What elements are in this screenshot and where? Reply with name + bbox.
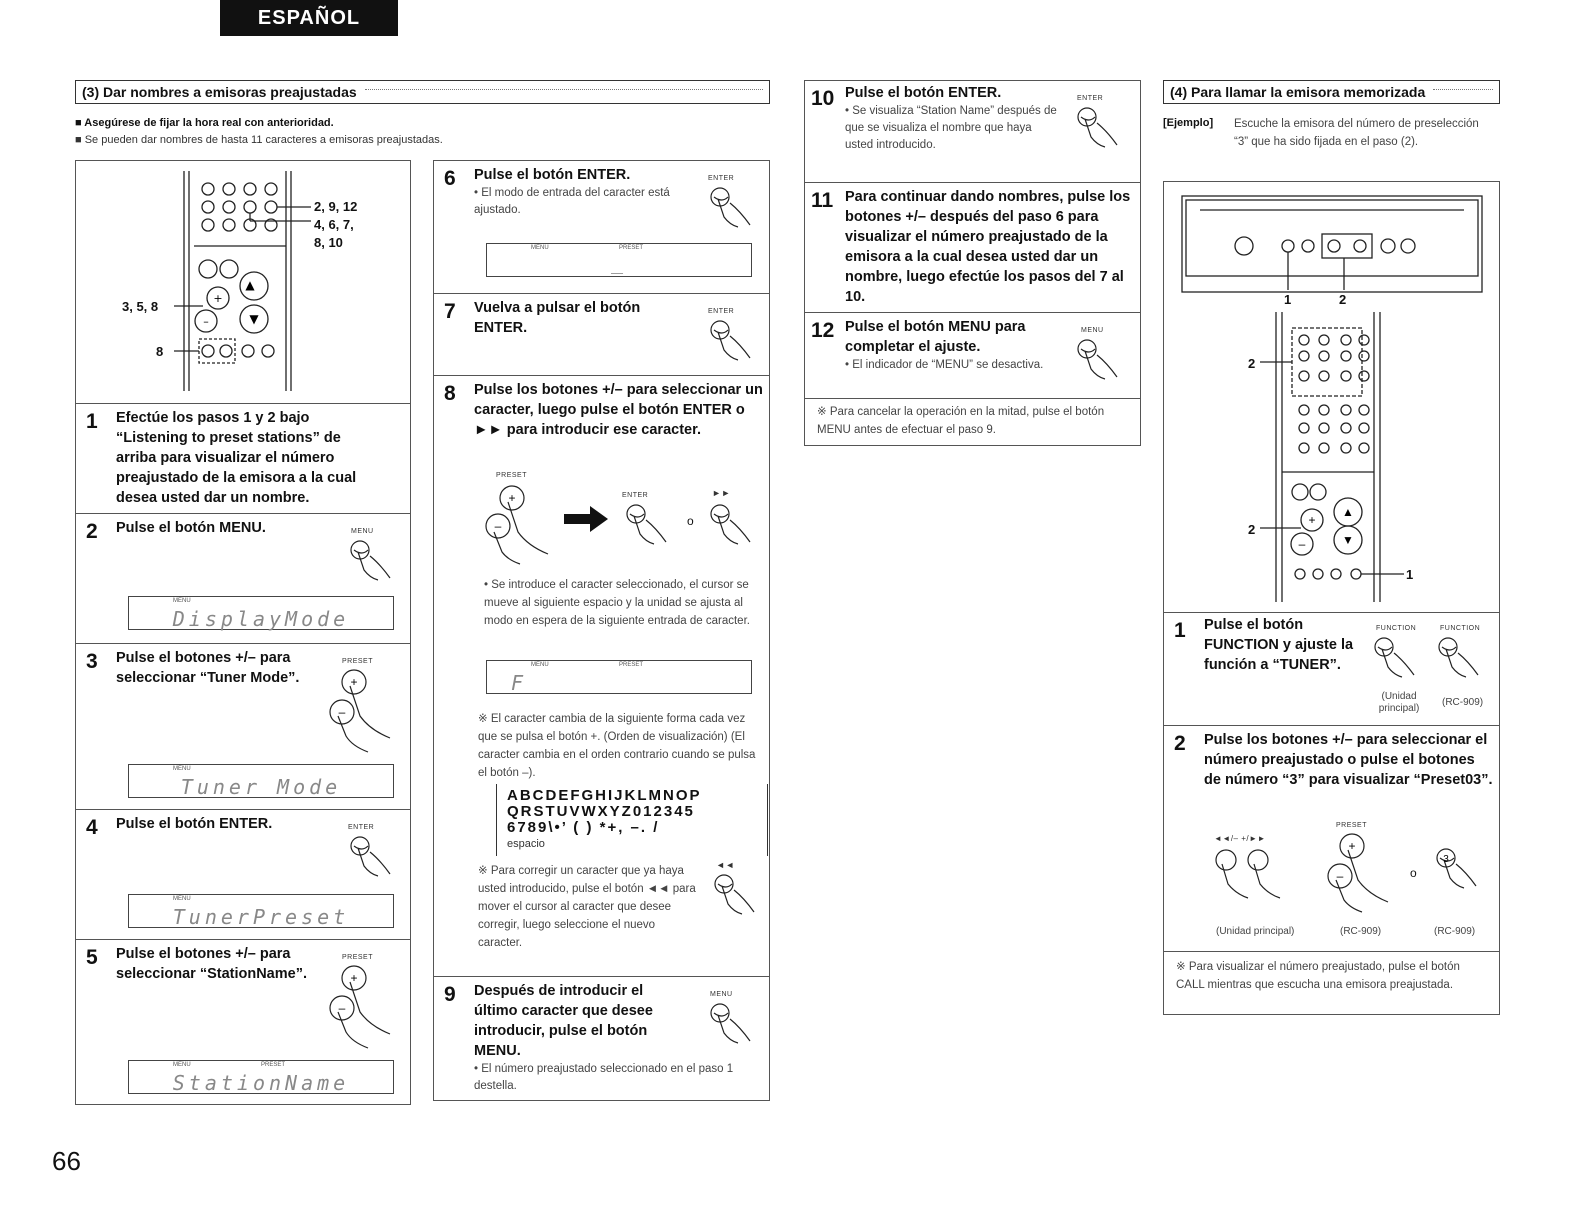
svg-text:+: +: [1348, 839, 1356, 853]
lcd-display: MENU PRESET F: [486, 660, 752, 694]
step-sub: • El número preajustado seleccionado en el paso 1 destella.: [474, 1063, 734, 1092]
step-5: [76, 939, 410, 1104]
hand-press-icon: [704, 500, 760, 550]
step-9: [434, 976, 769, 1100]
step-7: [434, 293, 769, 375]
svg-text:+: +: [508, 491, 516, 505]
step-text: Pulse el botón ENTER.: [116, 816, 273, 832]
step-2: [76, 513, 410, 643]
svg-text:▼: ▼: [1342, 533, 1354, 547]
lcd-display: MENU PRESET _: [486, 243, 752, 277]
step-1: [76, 403, 410, 513]
button-caption: ENTER: [708, 175, 735, 182]
hand-press-icon: [704, 183, 760, 229]
step-sub-1: • Se introduce el caracter seleccionado, el cursor se mueve al siguiente espacio y la unidad se ajusta al modo en espera de la siguiente entrada de caracter.: [484, 579, 750, 627]
svg-text:–: –: [338, 705, 346, 719]
step-12: [805, 312, 1140, 398]
svg-text:▼: ▼: [249, 312, 259, 326]
step-text: Pulse el botón MENU.: [116, 520, 266, 536]
lcd-display: MENU PRESET StationName: [128, 1060, 394, 1094]
svg-text:3: 3: [1443, 854, 1449, 865]
note-name-length: ■ Se pueden dar nombres de hasta 11 caracteres a emisoras preajustadas.: [75, 134, 443, 146]
section-4-title-text: (4) Para llamar la emisora memorizada: [1170, 84, 1426, 100]
remote-label-c: 8, 10: [314, 235, 343, 250]
step-number: 11: [811, 189, 834, 212]
section-4-title: [1163, 80, 1500, 104]
caption-rc-2: (RC-909): [1434, 926, 1476, 937]
diagram-label-one: 1: [1284, 292, 1292, 307]
caption-rc-1: (RC-909): [1340, 926, 1382, 937]
cancel-note-box: [805, 398, 1140, 445]
step-sub: • El modo de entrada del caracter está ajustado.: [474, 187, 670, 216]
svg-text:–: –: [203, 315, 209, 328]
preset-buttons-hand-icon: [478, 482, 568, 566]
step-text: Pulse los botones +/– para seleccionar el número preajustado o pulse el botones de número “3” para visualizar “Preset03”.: [1204, 732, 1493, 788]
hand-press-icon: [620, 500, 676, 550]
diagram-label-left-2b: 2: [1248, 522, 1256, 537]
step-number: 2: [86, 520, 98, 543]
caption-rc: (RC-909): [1442, 697, 1484, 708]
svg-text:+: +: [350, 971, 358, 985]
caption-main-unit: (Unidad principal): [1378, 691, 1420, 714]
column-1: [75, 160, 411, 1105]
button-caption: ENTER: [708, 308, 735, 315]
svg-text:+: +: [213, 292, 223, 305]
page-number: 66: [52, 1146, 81, 1176]
column-2: [433, 160, 770, 1101]
step-text: Pulse el botón FUNCTION y ajuste la función a “TUNER”.: [1204, 617, 1354, 673]
button-caption-enter: ENTER: [622, 492, 649, 499]
diagram-label-right-1: 1: [1406, 567, 1414, 582]
step-text: Después de introducir el último caracter que desee introducir, pulse el botón MENU.: [474, 983, 653, 1059]
hand-press-icon: [704, 316, 760, 362]
lcd-display: MENU TunerPreset: [128, 894, 394, 928]
charset-box: [496, 784, 768, 856]
language-banner: ESPAÑOL: [220, 0, 398, 36]
lcd-display: MENU DisplayMode: [128, 596, 394, 630]
remote-label-a: 2, 9, 12: [314, 199, 358, 214]
step-6: [434, 161, 769, 293]
lcd-text: DisplayMode: [172, 607, 350, 631]
button-caption-preset: PRESET: [1336, 822, 1368, 829]
lcd-display: MENU Tuner Mode: [128, 764, 394, 798]
svg-text:–: –: [1336, 869, 1344, 883]
device-illustration: [1164, 182, 1499, 612]
svg-text:–: –: [494, 519, 502, 533]
button-caption-main: ◄◄/– +/►►: [1214, 834, 1266, 843]
call-note-box: [1164, 951, 1499, 1014]
step-10: [805, 81, 1140, 182]
hand-press-icon: [1071, 103, 1127, 153]
diagram-label-two: 2: [1339, 292, 1347, 307]
svg-text:▲: ▲: [245, 278, 255, 292]
remote-label-e: 8: [156, 344, 164, 359]
button-caption: ENTER: [1077, 95, 1104, 102]
step-number: 10: [811, 87, 835, 110]
step-number: 12: [811, 319, 835, 342]
button-caption-2: FUNCTION: [1440, 625, 1481, 632]
button-caption: PRESET: [342, 954, 374, 961]
step-4: [76, 809, 410, 939]
column-3: [804, 80, 1141, 446]
or-text: o: [687, 514, 694, 528]
hand-press-icon: [1430, 844, 1486, 894]
hand-press-icon: [1071, 335, 1127, 385]
step-sub: • Se visualiza “Station Name” después de que se visualiza el nombre que haya usted introducido.: [845, 105, 1057, 151]
step-number: 2: [1174, 732, 1186, 755]
step-8: [434, 375, 769, 976]
step-text: Para continuar dando nombres, pulse los botones +/– después del paso 6 para visualizar el número preajustado de la emisora a la cual desea usted dar un nombre, luego efectúe los pasos del 7 al 10.: [845, 189, 1131, 305]
hand-press-icon: [704, 999, 760, 1045]
button-caption: MENU: [351, 528, 374, 535]
or-text: o: [1410, 866, 1417, 880]
step-number: 8: [444, 382, 456, 405]
button-caption: ENTER: [348, 824, 375, 831]
charset-space-label: espacio: [507, 838, 545, 850]
preset-buttons-hand-icon: [322, 962, 402, 1052]
step-11: [805, 182, 1140, 312]
lcd-text: TunerPreset: [172, 905, 350, 929]
step-text: Pulse el botones +/– para seleccionar “StationName”.: [116, 946, 307, 982]
hand-press-icon: [1368, 633, 1424, 683]
lcd-text: F: [510, 671, 528, 695]
section-3-title-text: (3) Dar nombres a emisoras preajustadas: [82, 84, 357, 100]
step-text: Pulse los botones +/– para seleccionar un caracter, luego pulse el botón ENTER o ►► para introducir ese caracter.: [474, 382, 763, 438]
step-number: 5: [86, 946, 98, 969]
column-4: [1163, 181, 1500, 1015]
button-caption: PRESET: [342, 658, 374, 665]
step-number: 1: [1174, 619, 1186, 642]
arrow-right-icon: [562, 504, 610, 534]
section-3-title: [75, 80, 770, 104]
cancel-note: ※ Para cancelar la operación en la mitad, pulse el botón MENU antes de efectuar el paso 9.: [817, 406, 1105, 436]
step-number: 1: [86, 410, 98, 433]
remote-label-d: 3, 5, 8: [122, 299, 159, 314]
svg-text:+: +: [1308, 513, 1316, 527]
step-text: Pulse el botón MENU para completar el ajuste.: [845, 319, 1026, 355]
step-text: Pulse el botón ENTER.: [474, 167, 631, 183]
charset-line-3: 6789\•’ ( ) *+, –. /: [507, 819, 660, 836]
preset-buttons-hand-icon: [1320, 830, 1400, 914]
svg-text:▲: ▲: [1342, 505, 1354, 519]
charset-line-2: QRSTUVWXYZ012345: [507, 803, 695, 820]
hand-press-icon: [344, 832, 400, 878]
remote-control-icon: [76, 161, 412, 403]
button-caption: MENU: [710, 991, 733, 998]
section-4-step-1: [1164, 612, 1499, 725]
diagram-label-left-2a: 2: [1248, 356, 1256, 371]
button-caption-preset: PRESET: [496, 472, 528, 479]
svg-text:+: +: [350, 675, 358, 689]
step-sub: • El indicador de “MENU” se desactiva.: [845, 359, 1044, 371]
step-number: 3: [86, 650, 98, 673]
caption-main-unit: (Unidad principal): [1216, 926, 1295, 937]
lcd-text: StationName: [172, 1071, 350, 1095]
step-3: [76, 643, 410, 809]
remote-label-b: 4, 6, 7,: [314, 217, 354, 232]
hand-press-icon: [344, 536, 400, 582]
call-note: ※ Para visualizar el número preajustado, pulse el botón CALL mientras que escucha una emisora preajustada.: [1176, 961, 1460, 991]
svg-text:–: –: [1298, 537, 1306, 551]
step-text: Efectúe los pasos 1 y 2 bajo “Listening to preset stations” de arriba para visualizar el número preajustado de la emisora a la cual desea usted dar un nombre.: [116, 410, 357, 506]
hand-press-icon: [708, 870, 764, 920]
step-sub-3: ※ Para corregir un caracter que ya haya usted introducido, pulse el botón ◄◄ para mover el cursor al caracter que desee corregir, luego seleccione el nuevo caracter.: [478, 865, 696, 949]
step-text: Vuelva a pulsar el botón ENTER.: [474, 300, 641, 336]
step-text: Pulse el botones +/– para seleccionar “Tuner Mode”.: [116, 650, 300, 686]
note-real-time: ■ Asegúrese de fijar la hora real con anterioridad.: [75, 117, 334, 129]
example-label: [Ejemplo]: [1163, 117, 1214, 129]
example-text: Escuche la emisora del número de preselección “3” que ha sido fijada en el paso (2).: [1234, 118, 1479, 148]
button-caption-forward: ►►: [712, 488, 731, 498]
charset-line-1: ABCDEFGHIJKLMNOP: [507, 787, 702, 804]
step-number: 4: [86, 816, 98, 839]
lcd-text: Tuner Mode: [180, 775, 342, 799]
step-sub-2: ※ El caracter cambia de la siguiente forma cada vez que se pulsa el botón +. (Orden de visualización) (El caracter cambia en el orden contrario cuando se pulsa el botón –).: [478, 713, 756, 779]
button-caption-rewind: ◄◄: [716, 860, 735, 870]
section-4-step-2: [1164, 725, 1499, 951]
remote-illustration: [76, 161, 412, 403]
hand-press-icon: [1432, 633, 1488, 683]
button-caption-1: FUNCTION: [1376, 625, 1417, 632]
step-number: 6: [444, 167, 456, 190]
svg-text:–: –: [338, 1001, 346, 1015]
step-number: 9: [444, 983, 456, 1006]
step-number: 7: [444, 300, 456, 323]
hand-press-icon: [1210, 844, 1300, 904]
unit-and-remote-icon: [1164, 182, 1499, 612]
button-caption: MENU: [1081, 327, 1104, 334]
step-text: Pulse el botón ENTER.: [845, 85, 1002, 101]
